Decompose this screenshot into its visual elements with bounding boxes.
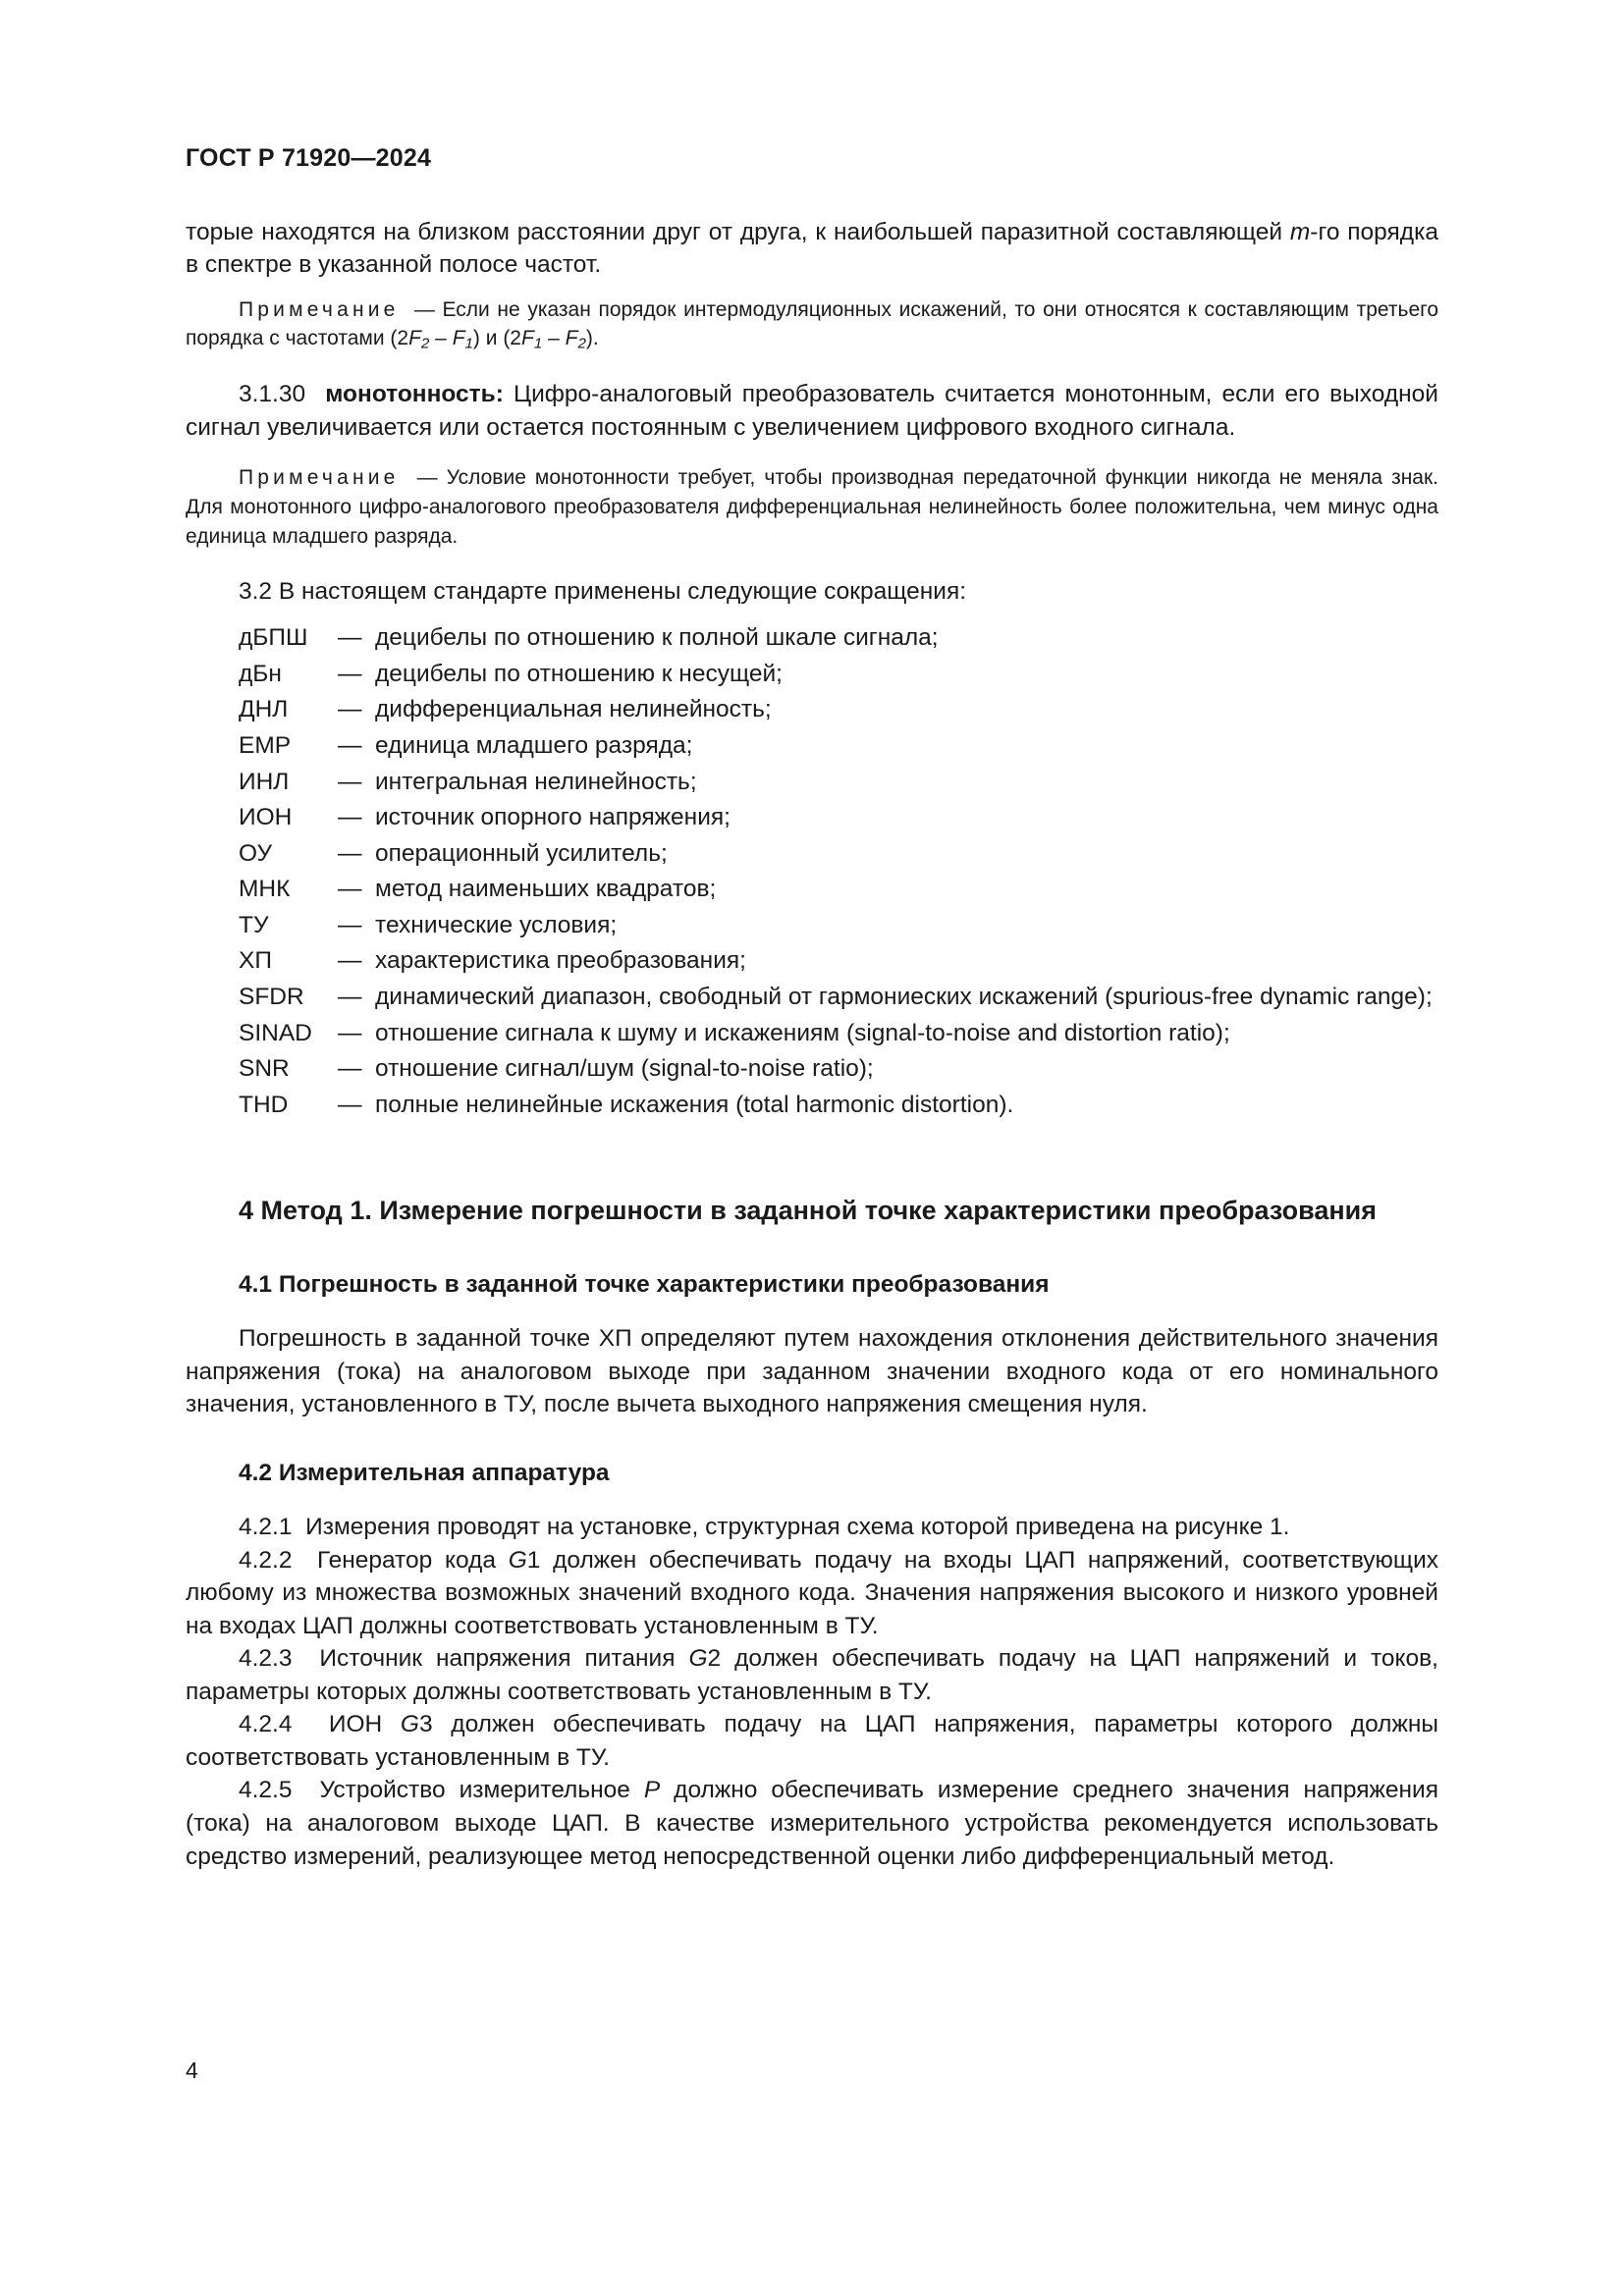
note-text: Условие монотонности требует, чтобы производная передаточной функции никогда не меняла знак. Для монотонного цифро-аналогового преобразователя дифференциальная нелинейность более положительна, чем минус одна единица младшего разряда.	[186, 466, 1439, 548]
abbreviation-definition: децибелы по отношению к полной шкале сигнала;	[375, 624, 939, 652]
abbreviation-term: дБПШ	[239, 624, 308, 652]
abbreviation-row	[186, 1089, 1438, 1122]
clause-italic-var: G	[400, 1711, 419, 1738]
abbreviation-row	[186, 693, 1438, 726]
clause-number: 4.2.3	[239, 1645, 293, 1673]
abbreviation-dash: —	[338, 804, 362, 831]
abbreviation-term: ДНЛ	[239, 696, 289, 723]
note-dash-glyph: —	[413, 297, 435, 321]
abbreviation-row	[186, 729, 1438, 763]
clause-number: 4.2.4	[239, 1711, 293, 1738]
formula-1-sub-2: 1	[464, 335, 473, 352]
clause-text-after: 2 должен обеспечивать подачу на ЦАП напряжений и токов, параметры которых должны соответствовать установленным в ТУ.	[186, 1645, 1438, 1705]
abbreviation-row	[186, 1017, 1438, 1050]
clause-text-after: 3 должен обеспечивать подачу на ЦАП напряжения, параметры которого должны соответствовать установленным в ТУ.	[186, 1711, 1439, 1771]
abbreviation-definition: единица младшего разряда;	[375, 732, 693, 760]
abbreviation-dash: —	[338, 624, 362, 652]
abbreviation-definition: дифференциальная нелинейность;	[375, 696, 772, 723]
note-label: Примечание	[239, 466, 400, 490]
subsection-4-1-paragraph: Погрешность в заданной точке ХП определяют путем нахождения отклонения действительного значения напряжения (тока) на аналоговом выходе при заданном значении входного кода от его номинального значения, установленного в ТУ, после вычета выходного напряжения смещения нуля.	[186, 1325, 1438, 1418]
clause-4-2-4	[186, 1708, 1438, 1774]
section-4-heading: 4 Метод 1. Измерение погрешности в заданной точке характеристики преобразования	[239, 1196, 1378, 1226]
abbreviation-term: ИОН	[239, 804, 293, 831]
formula-1-var-2: F	[452, 327, 465, 350]
abbreviation-term: SFDR	[239, 983, 304, 1010]
formula-2-var-2: F	[565, 327, 578, 350]
abbreviation-dash: —	[338, 768, 362, 795]
term-name: монотонность:	[325, 381, 504, 408]
abbreviation-definition: технические условия;	[375, 911, 618, 938]
abbreviation-dash: —	[338, 947, 362, 975]
note-between-formulas: ) и (2	[472, 327, 521, 350]
abbreviation-row	[186, 981, 1438, 1014]
abbreviation-dash: —	[338, 876, 362, 903]
term-entry-3-1-30	[186, 378, 1438, 444]
abbreviation-definition: интегральная нелинейность;	[375, 768, 697, 795]
abbreviation-term: МНК	[239, 876, 291, 903]
abbreviation-dash: —	[338, 732, 362, 760]
abbreviation-term: SINAD	[239, 1019, 312, 1046]
formula-2-operator: –	[548, 327, 560, 350]
continued-paragraph-text-2: -го порядка в спектре в указанной полосе частот.	[186, 218, 1438, 279]
note-dash	[400, 466, 417, 489]
abbreviation-definition: отношение сигнал/шум (signal-to-noise ratio);	[375, 1055, 874, 1083]
clause-number: 4.2.5	[239, 1777, 293, 1804]
formula-2-sub-1: 1	[533, 335, 543, 352]
note-after-formula: ).	[585, 327, 599, 350]
formula-1-operator: –	[435, 327, 447, 350]
clause-text-before: Генератор кода	[316, 1546, 509, 1574]
abbreviation-dash: —	[338, 911, 362, 938]
note-dash	[400, 298, 414, 321]
continued-paragraph	[186, 216, 1438, 282]
abbreviation-row	[186, 1052, 1438, 1086]
abbreviation-term: ТУ	[239, 911, 269, 938]
clause-4-2-3	[186, 1642, 1438, 1708]
abbreviation-term: ИНЛ	[239, 768, 290, 795]
clause-text-before: Устройство измерительное	[319, 1777, 644, 1804]
abbreviation-row	[186, 658, 1438, 691]
clause-4-2-5	[186, 1774, 1438, 1873]
clause-text-after: должно обеспечивать измерение среднего значения напряжения (тока) на аналоговом выходе ЦАП. В качестве измерительного устройства рекомендуется использовать средство измерений, реализующее метод непосредственной оценки либо дифференциальный метод.	[186, 1777, 1438, 1870]
clause-text-after: 1 должен обеспечивать подачу на входы ЦАП напряжений, соответствующих любому из множества возможных значений входного кода. Значения напряжения высокого и низкого уровней на входах ЦАП должны соответствовать установленным в ТУ.	[186, 1546, 1439, 1639]
abbreviation-term: ЕМР	[239, 732, 292, 760]
page-content	[186, 0, 1438, 1873]
clause-4-2-2	[186, 1544, 1438, 1643]
clause-text-before: Измерения проводят на установке, структурная схема которой приведена на рисунке 1.	[305, 1513, 1290, 1540]
subsection-4-2-heading: 4.2 Измерительная аппаратура	[239, 1459, 610, 1486]
abbreviation-term: ХП	[239, 947, 272, 975]
note-monotonicity	[186, 463, 1438, 551]
abbreviation-term: THD	[239, 1091, 289, 1118]
clause-3-2-intro: 3.2 В настоящем стандарте применены следующие сокращения:	[239, 577, 967, 605]
clause-number: 4.2.2	[239, 1546, 293, 1574]
note-label: Примечание	[239, 297, 400, 321]
abbreviation-dash: —	[338, 1055, 362, 1083]
formula-2-var-1: F	[521, 327, 534, 350]
note-dash-glyph: —	[416, 466, 438, 490]
page-number: 4	[186, 2057, 198, 2083]
clause-italic-var: P	[643, 1777, 661, 1804]
abbreviation-dash: —	[338, 839, 362, 867]
abbreviation-dash: —	[338, 696, 362, 723]
abbreviation-definition: децибелы по отношению к несущей;	[375, 660, 783, 687]
abbreviation-row	[186, 909, 1438, 942]
term-definition: Цифро-аналоговый преобразователь считается монотонным, если его выходной сигнал увеличивается или остается постоянным с увеличением цифрового входного сигнала.	[186, 381, 1438, 441]
abbreviation-term: SNR	[239, 1055, 290, 1083]
continued-paragraph-italic-var: m	[1289, 218, 1311, 245]
formula-1-var-1: F	[408, 327, 421, 350]
abbreviation-definition: операционный усилитель;	[375, 839, 668, 867]
abbreviation-dash: —	[338, 1091, 362, 1118]
formula-1-sub-1: 2	[420, 335, 430, 352]
subsection-4-1-heading: 4.1 Погрешность в заданной точке характеристики преобразования	[239, 1271, 1050, 1299]
running-header-standard-id: ГОСТ Р 71920—2024	[186, 144, 432, 172]
note-text-before-formula: Если не указан порядок интермодуляционных искажений, то они относятся к составляющим третьего порядка с частотами (2	[186, 297, 1439, 350]
clause-italic-var: G	[508, 1546, 527, 1574]
clause-text-before: Источник напряжения питания	[319, 1645, 689, 1673]
clause-italic-var: G	[688, 1645, 708, 1673]
abbreviation-definition: отношение сигнала к шуму и искажениям (signal-to-noise and distortion ratio);	[375, 1019, 1230, 1046]
abbreviation-row	[186, 837, 1438, 871]
abbreviation-definition: характеристика преобразования;	[375, 947, 746, 975]
abbreviation-dash: —	[338, 983, 362, 1010]
note-intermodulation	[186, 295, 1438, 355]
clause-4-2-1	[186, 1511, 1438, 1544]
term-number: 3.1.30	[239, 381, 306, 408]
abbreviation-row	[186, 801, 1438, 834]
abbreviation-dash: —	[338, 1019, 362, 1046]
continued-paragraph-text-1: торые находятся на близком расстоянии друг от друга, к наибольшей паразитной составляющей	[186, 218, 1290, 245]
abbreviation-dash: —	[338, 660, 362, 687]
abbreviation-row	[186, 944, 1438, 978]
abbreviation-definition: источник опорного напряжения;	[375, 804, 731, 831]
abbreviation-row	[186, 873, 1438, 906]
abbreviation-term: дБн	[239, 660, 282, 687]
abbreviation-definition: метод наименьших квадратов;	[375, 876, 717, 903]
abbreviation-term: ОУ	[239, 839, 273, 867]
clause-number: 4.2.1	[239, 1513, 293, 1540]
formula-2-sub-2: 2	[577, 335, 586, 352]
abbreviations-list	[186, 621, 1438, 1121]
clause-text-before: ИОН	[328, 1711, 401, 1738]
abbreviation-row	[186, 766, 1438, 799]
abbreviation-row	[186, 621, 1438, 655]
abbreviation-definition: динамический диапазон, свободный от гармониеских искажений (spurious-free dynamic range);	[375, 983, 1433, 1010]
abbreviation-definition: полные нелинейные искажения (total harmonic distortion).	[375, 1091, 1014, 1118]
